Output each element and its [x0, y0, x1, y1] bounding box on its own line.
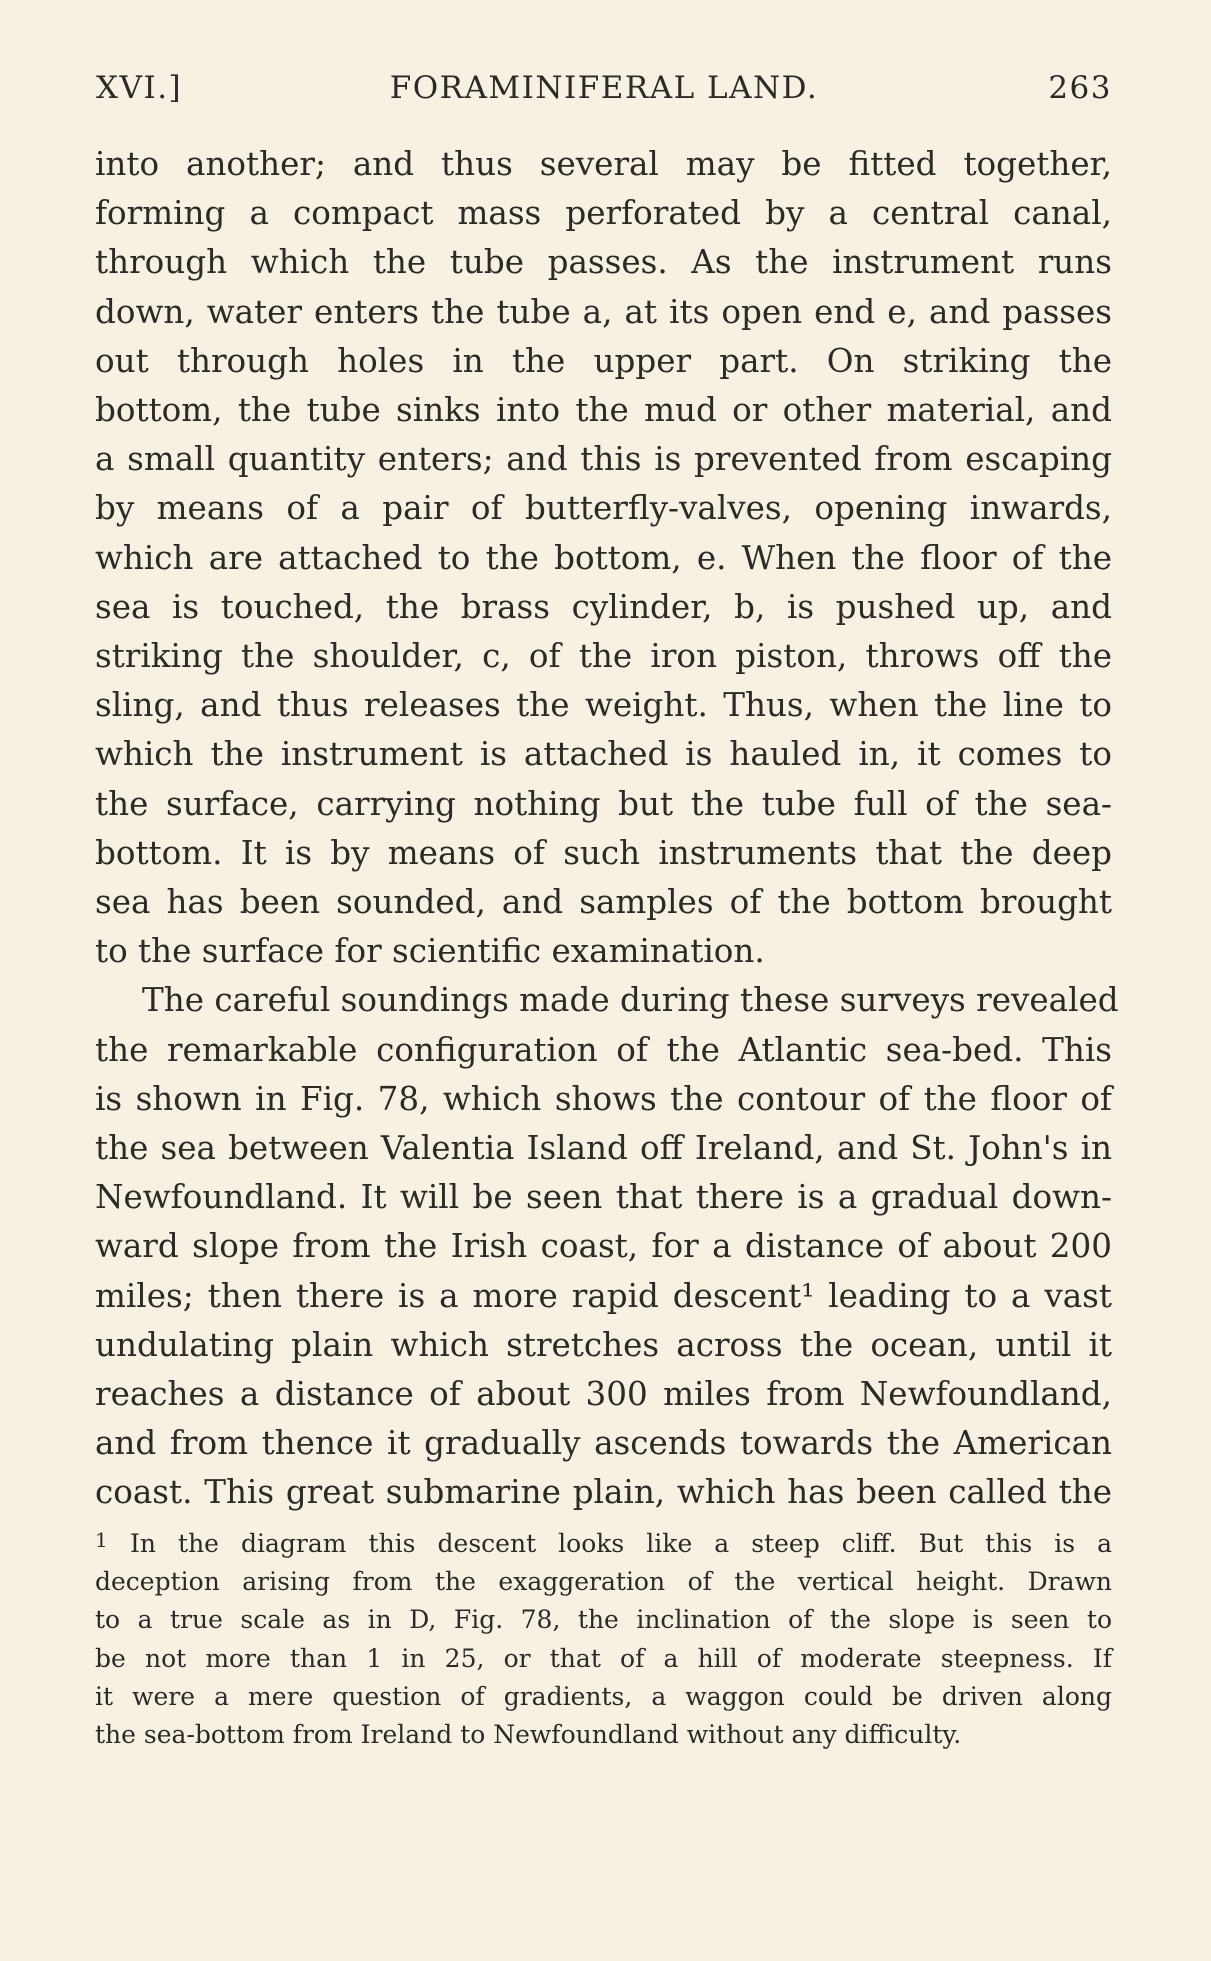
text-line: the sea between Valentia Island off Ireland, and St. John's in [95, 1129, 1112, 1168]
text-line: through which the tube passes. As the instrument runs [95, 243, 1112, 282]
text-line: undulating plain which stretches across the ocean, until it [95, 1325, 1112, 1364]
text-line: sling, and thus releases the weight. Thus, when the line to [95, 686, 1112, 725]
text-line: Newfoundland. It will be seen that there is a gradual down- [95, 1178, 1112, 1217]
footnote-line: deception arising from the exaggeration of the vertical height. Drawn [95, 1567, 1112, 1597]
footnote-line: to a true scale as in D, Fig. 78, the inclination of the slope is seen to [95, 1605, 1112, 1635]
text-line: out through holes in the upper part. On striking the [95, 341, 1112, 380]
footnote-marker: 1 [95, 1528, 108, 1552]
footnote-line: be not more than 1 in 25, or that of a hill of moderate steepness. If [95, 1643, 1112, 1673]
main-text [95, 140, 1119, 1518]
text-line: miles; then there is a more rapid descent¹ leading to a vast [95, 1276, 1112, 1315]
text-line: reaches a distance of about 300 miles from Newfoundland, [95, 1375, 1112, 1414]
footnote-line: the sea-bottom from Ireland to Newfoundland without any difficulty. [95, 1720, 962, 1750]
text-line: and from thence it gradually ascends towards the American [95, 1424, 1112, 1463]
footnote-line: it were a mere question of gradients, a waggon could be driven along [95, 1681, 1112, 1711]
footnote [95, 1525, 1112, 1754]
text-line: The careful soundings made during these surveys revealed [142, 981, 1119, 1020]
text-line: bottom, the tube sinks into the mud or other material, and [95, 391, 1112, 430]
chapter-number: XVI.] [96, 70, 183, 106]
footnote-text: In the diagram this descent looks like a steep cliff. But this is a [130, 1529, 1112, 1558]
text-line: coast. This great submarine plain, which has been called the [95, 1473, 1112, 1512]
text-line: which the instrument is attached is hauled in, it comes to [95, 735, 1112, 774]
text-line: sea has been sounded, and samples of the bottom brought [95, 883, 1112, 922]
text-line: down, water enters the tube a, at its open end e, and passes [95, 292, 1112, 331]
running-header [96, 60, 1112, 110]
text-line: the surface, carrying nothing but the tube full of the sea- [95, 784, 1112, 823]
text-line: to the surface for scientific examination. [95, 932, 765, 971]
text-line: is shown in Fig. 78, which shows the contour of the floor of [95, 1079, 1112, 1118]
running-title: FORAMINIFERAL LAND. [389, 70, 819, 106]
text-line: a small quantity enters; and this is prevented from escaping [95, 440, 1112, 479]
footnote-line [95, 1525, 1112, 1563]
text-line: bottom. It is by means of such instruments that the deep [95, 833, 1112, 872]
text-line: the remarkable configuration of the Atlantic sea-bed. This [95, 1030, 1112, 1069]
text-line: forming a compact mass perforated by a central canal, [95, 194, 1112, 233]
text-line: ward slope from the Irish coast, for a distance of about 200 [95, 1227, 1112, 1266]
text-line: which are attached to the bottom, e. When the floor of the [95, 538, 1112, 577]
text-line: sea is touched, the brass cylinder, b, is pushed up, and [95, 587, 1112, 626]
page-number: 263 [1048, 70, 1112, 106]
text-line: striking the shoulder, c, of the iron piston, throws off the [95, 637, 1112, 676]
text-line: into another; and thus several may be fitted together, [95, 145, 1112, 183]
text-line: by means of a pair of butterfly-valves, opening inwards, [95, 489, 1112, 528]
